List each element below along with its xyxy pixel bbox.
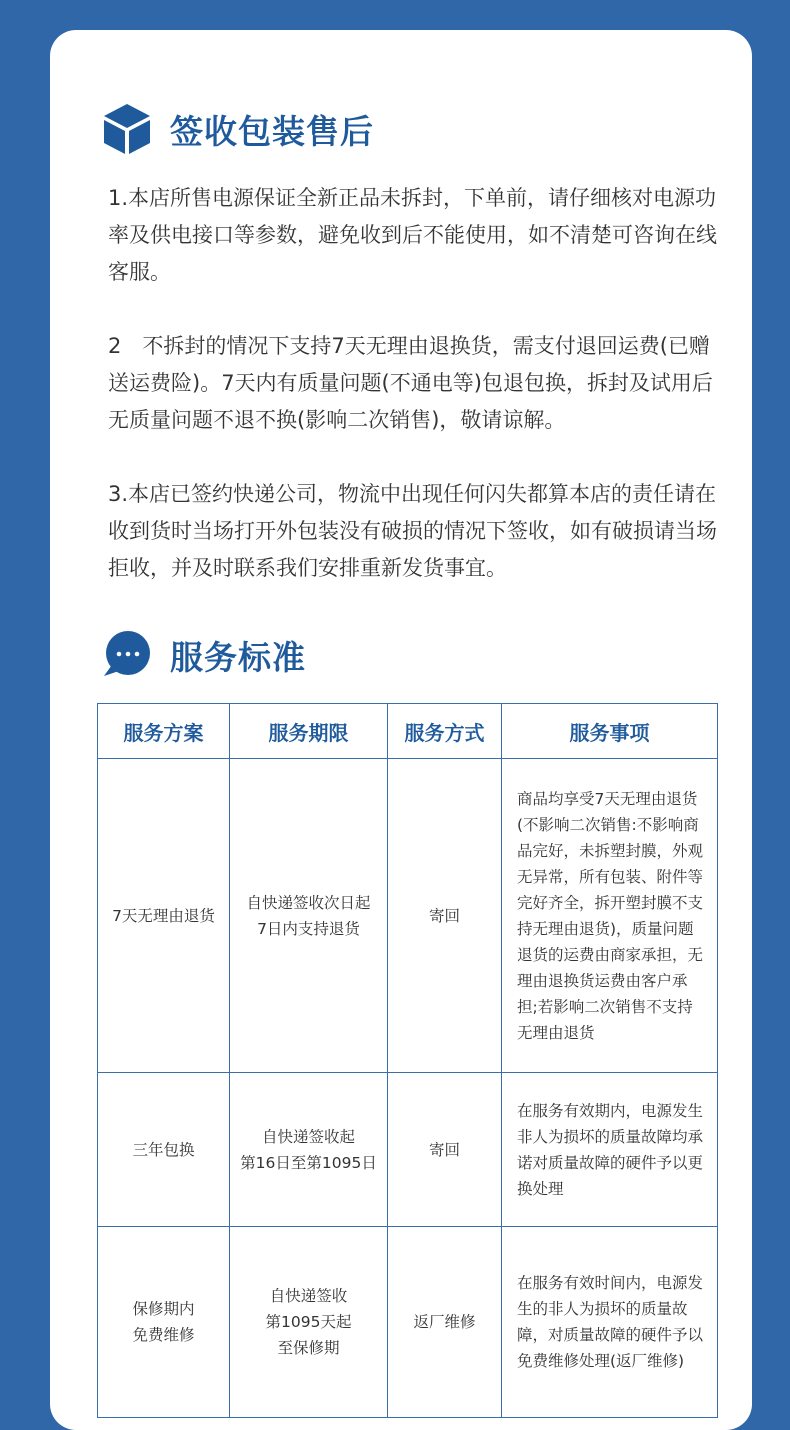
column-header: 服务期限 xyxy=(230,704,388,759)
period-line: 自快递签收起 xyxy=(261,1127,355,1146)
content-card xyxy=(50,30,752,1430)
column-header: 服务事项 xyxy=(502,704,718,759)
period-cell xyxy=(230,1227,388,1418)
details-cell: 在服务有效期内，电源发生非人为损坏的质量故障均承诺对质量故障的硬件予以更换处理 xyxy=(502,1073,718,1227)
plan-cell: 7天无理由退货 xyxy=(98,759,230,1073)
cube-icon xyxy=(102,102,152,156)
section-title: 服务标准 xyxy=(170,637,306,677)
period-line: 第16日至第1095日 xyxy=(240,1153,377,1172)
details-cell: 在服务有效时间内，电源发生的非人为损坏的质量故障，对质量故障的硬件予以免费维修处理(返厂维修) xyxy=(502,1227,718,1418)
period-line: 自快递签收 xyxy=(269,1287,348,1305)
method-cell: 寄回 xyxy=(388,1073,502,1227)
plan-line: 保修期内 xyxy=(132,1300,195,1318)
table-row xyxy=(98,1227,718,1418)
table-row xyxy=(98,1073,718,1227)
section-header-service xyxy=(102,630,306,680)
section-title: 签收包装售后 xyxy=(170,111,374,151)
paragraph-2: 2 不拆封的情况下支持7天无理由退换货，需支付退回运费(已赠送运费险)。7天内有质量问题(不通电等)包退包换，拆封及试用后无质量问题不退不换(影响二次销售)，敬请谅解。 xyxy=(108,334,713,432)
period-cell xyxy=(230,1073,388,1227)
paragraph-3: 3.本店已签约快递公司，物流中出现任何闪失都算本店的责任请在收到货时当场打开外包装没有破损的情况下签收，如有破损请当场拒收，并及时联系我们安排重新发货事宜。 xyxy=(108,482,717,580)
column-header: 服务方式 xyxy=(388,704,502,759)
method-cell: 寄回 xyxy=(388,759,502,1073)
column-header: 服务方案 xyxy=(98,704,230,759)
plan-cell xyxy=(98,1227,230,1418)
period-cell xyxy=(230,759,388,1073)
details-cell: 商品均享受7天无理由退货(不影响二次销售:不影响商品完好，未拆塑封膜，外观无异常，所有包装、附件等完好齐全，拆开塑封膜不支持无理由退货)，质量问题退货的运费由商家承担，无理由退换货运费由客户承担;若影响二次销售不支持无理由退货 xyxy=(502,759,718,1073)
table-row xyxy=(98,759,718,1073)
period-line: 自快递签收次日起 xyxy=(246,893,371,912)
period-line: 第1095天起 xyxy=(265,1313,352,1331)
plan-cell: 三年包换 xyxy=(98,1073,230,1227)
plan-line: 免费维修 xyxy=(132,1326,195,1344)
chat-bubble-icon xyxy=(102,630,152,680)
period-line: 至保修期 xyxy=(277,1339,340,1357)
service-table xyxy=(97,703,718,1418)
section-header-packaging xyxy=(102,102,374,156)
table-header-row xyxy=(98,704,718,759)
method-cell: 返厂维修 xyxy=(388,1227,502,1418)
paragraph-1: 1.本店所售电源保证全新正品未拆封，下单前，请仔细核对电源功率及供电接口等参数，避免收到后不能使用，如不清楚可咨询在线客服。 xyxy=(108,186,717,284)
period-line: 7日内支持退货 xyxy=(257,919,360,938)
